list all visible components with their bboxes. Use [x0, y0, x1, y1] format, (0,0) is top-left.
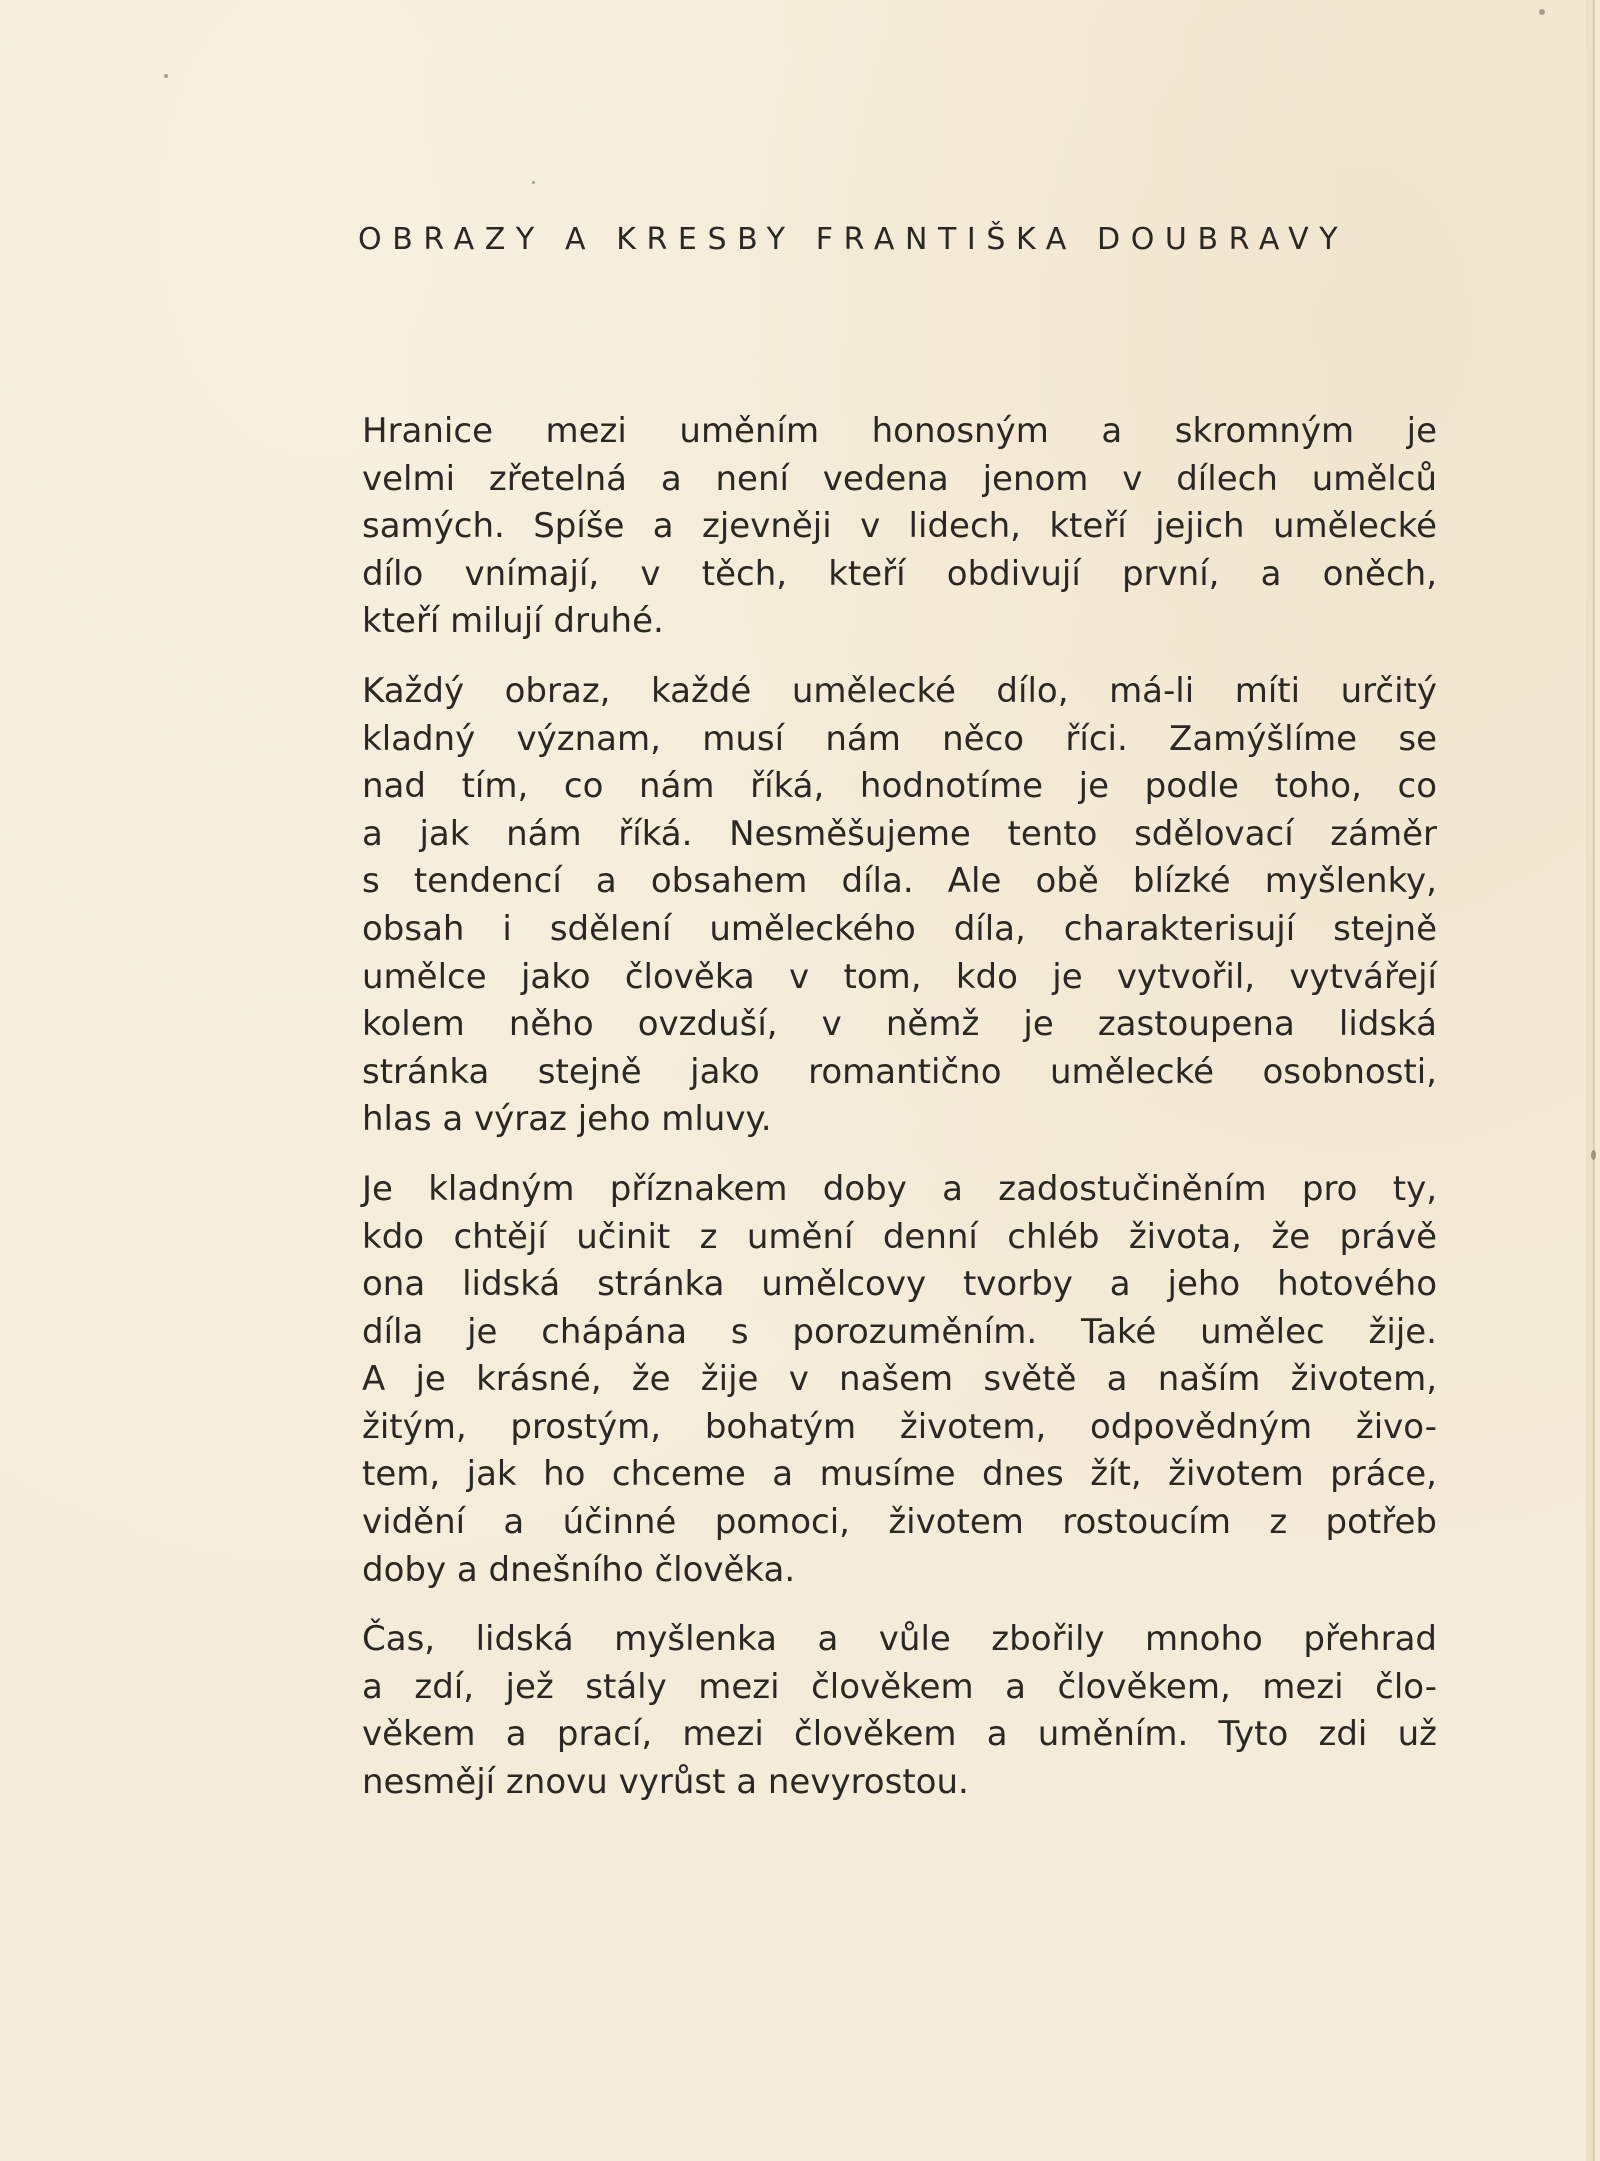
- paper-speck: [1591, 1150, 1596, 1160]
- text-line: dílo vnímají, v těch, kteří obdivují první, a oněch,: [362, 553, 1437, 594]
- text-line: kdo chtějí učinit z umění denní chléb života, že právě: [362, 1216, 1437, 1257]
- text-line: nesmějí znovu vyrůst a nevyrostou.: [362, 1762, 969, 1803]
- page-edge: [1586, 0, 1593, 2161]
- text-line: kteří milují druhé.: [362, 601, 664, 642]
- text-line: Čas, lidská myšlenka a vůle zbořily mnoho přehrad: [362, 1619, 1437, 1660]
- paragraph-4: [362, 1616, 1437, 1806]
- text-line: umělce jako člověka v tom, kdo je vytvořil, vytvářejí: [362, 956, 1437, 997]
- text-line: tem, jak ho chceme a musíme dnes žít, životem práce,: [362, 1454, 1437, 1495]
- text-line: Hranice mezi uměním honosným a skromným je: [362, 411, 1437, 451]
- text-line: ona lidská stránka umělcovy tvorby a jeho hotového: [362, 1264, 1437, 1305]
- text-line: s tendencí a obsahem díla. Ale obě blízké myšlenky,: [362, 861, 1437, 902]
- text-line: samých. Spíše a zjevněji v lidech, kteří jejich umělecké: [362, 506, 1437, 547]
- paper-speck: [532, 181, 535, 184]
- text-line: velmi zřetelná a není vedena jenom v dílech umělců: [362, 458, 1437, 499]
- text-line: a jak nám říká. Nesměšujeme tento sdělovací záměr: [362, 813, 1437, 854]
- text-line: Každý obraz, každé umělecké dílo, má-li míti určitý: [362, 670, 1437, 711]
- paper-speck: [1539, 9, 1545, 15]
- text-line: vidění a účinné pomoci, životem rostoucím z potřeb: [362, 1502, 1437, 1543]
- text-line: věkem a prací, mezi člověkem a uměním. Tyto zdi už: [362, 1714, 1437, 1755]
- text-line: stránka stejně jako romantično umělecké osobnosti,: [362, 1051, 1437, 1092]
- text-line: hlas a výraz jeho mluvy.: [362, 1099, 772, 1140]
- paragraph-3: [362, 1166, 1437, 1594]
- running-head-title: OBRAZY A KRESBY FRANTIŠKA DOUBRAVY: [358, 222, 1349, 257]
- text-line: nad tím, co nám říká, hodnotíme je podle toho, co: [362, 766, 1437, 807]
- text-line: Je kladným příznakem doby a zadostučiněním pro ty,: [362, 1168, 1437, 1209]
- paper-speck: [164, 74, 168, 78]
- text-line: díla je chápána s porozuměním. Také umělec žije.: [362, 1311, 1437, 1352]
- text-line: a zdí, jež stály mezi člověkem a člověkem, mezi člo-: [362, 1666, 1437, 1707]
- text-line: kladný význam, musí nám něco říci. Zamýšlíme se: [362, 718, 1437, 759]
- text-line: kolem něho ovzduší, v němž je zastoupena lidská: [362, 1004, 1437, 1045]
- paragraph-2: [362, 668, 1437, 1144]
- text-line: žitým, prostým, bohatým životem, odpovědným živo-: [362, 1406, 1437, 1447]
- text-line: A je krásné, že žije v našem světě a naším životem,: [362, 1359, 1437, 1400]
- text-line: doby a dnešního člověka.: [362, 1549, 796, 1590]
- paragraph-1: [362, 408, 1437, 646]
- text-line: obsah i sdělení uměleckého díla, charakterisují stejně: [362, 908, 1437, 949]
- article-body: [362, 408, 1437, 1829]
